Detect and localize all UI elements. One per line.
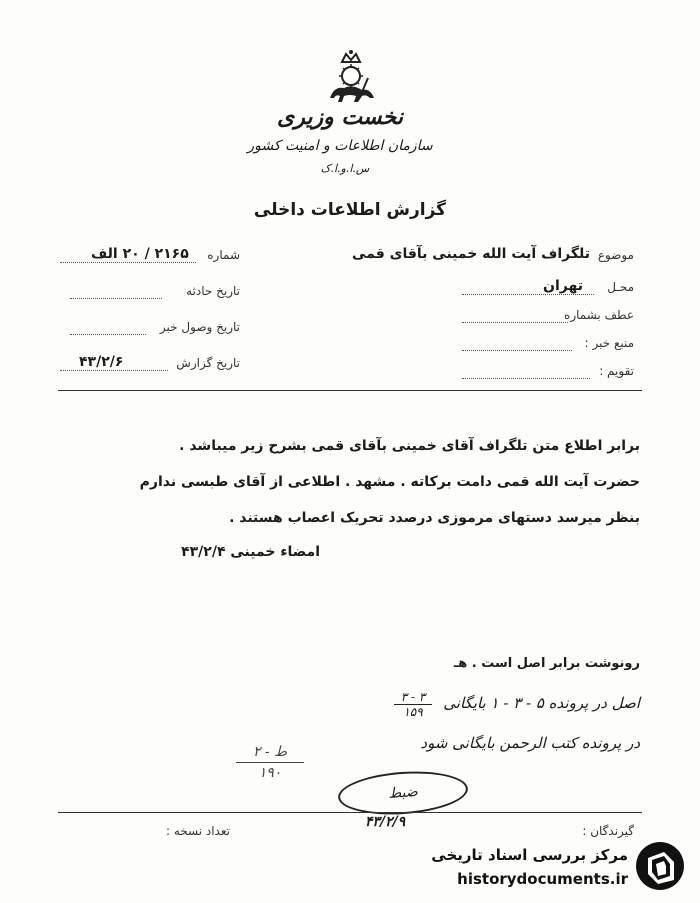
report-title: گزارش اطلاعات داخلی bbox=[253, 200, 447, 220]
number-field bbox=[60, 246, 240, 268]
received-date-dotline bbox=[70, 334, 146, 335]
source-label: منبع خبر : bbox=[584, 336, 634, 350]
fraction-denominator: ۱۵۹ bbox=[394, 704, 432, 719]
lion-and-sun-emblem-icon bbox=[322, 48, 380, 106]
signature-line: امضاء خمینی ۴۳/۲/۴ bbox=[181, 544, 320, 560]
number-label: شماره bbox=[207, 248, 240, 262]
handwritten-bottom-number: ۴۳/۲/۹ bbox=[364, 814, 406, 830]
watermark-logo-icon bbox=[634, 840, 686, 892]
copy-note: رونوشت برابر اصل است . هـ bbox=[453, 656, 640, 671]
handwritten-file-note: در پرونده کتب الرحمن بایگانی شود bbox=[420, 734, 640, 752]
body-line-2: حضرت آیت الله قمی دامت برکاته . مشهد . اطلاعی از آقای طبسی ندارم bbox=[139, 474, 640, 490]
handwritten-oval-mark: ضبط bbox=[337, 768, 470, 819]
evaluation-dotline bbox=[462, 378, 590, 379]
copies-label: تعداد نسخه : bbox=[165, 824, 230, 838]
subject-field bbox=[352, 245, 634, 269]
report-date-label: تاریخ گزارش bbox=[176, 356, 240, 370]
header-divider bbox=[58, 390, 642, 391]
received-date-label: تاریخ وصول خبر bbox=[159, 320, 240, 334]
incident-date-dotline bbox=[70, 298, 162, 299]
received-date-field bbox=[60, 318, 240, 340]
watermark-title: مرکز بررسی اسناد تاریخی bbox=[431, 846, 628, 864]
incident-date-label: تاریخ حادثه bbox=[186, 284, 240, 298]
subject-label: موضوع bbox=[597, 248, 634, 262]
fraction-numerator: ۳ - ۳ bbox=[400, 690, 426, 704]
recipients-label: گیرندگان : bbox=[582, 824, 634, 838]
source-field bbox=[462, 334, 634, 356]
margin-note-bottom: ۱۹۰ bbox=[258, 765, 282, 781]
report-date-field bbox=[60, 354, 240, 376]
report-date-value: ۴۳/۲/۶ bbox=[76, 354, 126, 370]
handwritten-archive-note: اصل در پرونده ۵ - ۳ - ۱ بایگانی bbox=[443, 694, 640, 712]
incident-date-field bbox=[60, 282, 240, 304]
ref-dotline bbox=[462, 322, 568, 323]
org-subtitle: سازمان اطلاعات و امنیت کشور bbox=[247, 138, 433, 154]
margin-note-top: ط - ۲ bbox=[236, 742, 304, 763]
org-title: نخست وزیری bbox=[277, 104, 403, 130]
body-line-3: بنظر میرسد دستهای مرموزی درصدد تحریک اعصاب هستند . bbox=[229, 510, 640, 526]
evaluation-label: تقویم : bbox=[599, 364, 634, 378]
footer-divider bbox=[58, 812, 642, 813]
watermark-url: historydocuments.ir bbox=[457, 870, 628, 888]
place-value: تهران bbox=[540, 278, 586, 294]
number-dotline bbox=[60, 262, 196, 263]
ref-field bbox=[462, 306, 634, 328]
place-dotline bbox=[462, 294, 594, 295]
evaluation-field bbox=[462, 362, 634, 384]
subject-value: تلگراف آیت الله خمینی بآقای قمی bbox=[352, 246, 590, 262]
handwritten-margin-note bbox=[236, 742, 304, 783]
place-field bbox=[462, 278, 634, 300]
source-dotline bbox=[462, 350, 572, 351]
place-label: محـل bbox=[607, 280, 634, 294]
report-date-dotline bbox=[60, 370, 168, 371]
org-code: س.ا.و.ا.ک bbox=[320, 162, 370, 175]
number-value: ۲۱۶۵ / ۲۰ الف bbox=[88, 246, 192, 262]
body-line-1: برابر اطلاع متن تلگراف آقای خمینی بآقای قمی بشرح زیر میباشد . bbox=[179, 438, 640, 454]
handwritten-fraction bbox=[394, 690, 432, 719]
ref-label: عطف بشماره bbox=[564, 308, 634, 322]
